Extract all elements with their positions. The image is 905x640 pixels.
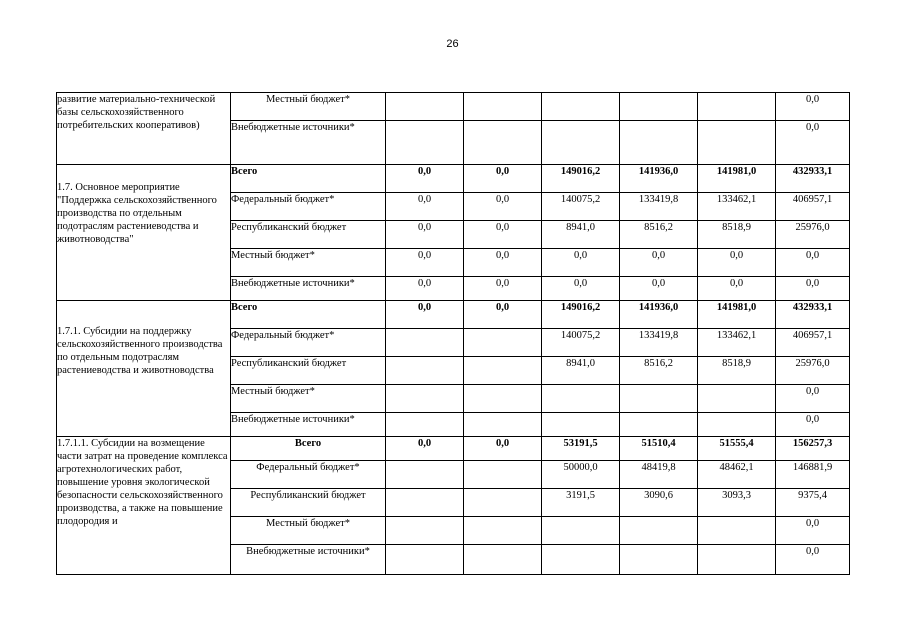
measure-description: 1.7.1. Субсидии на поддержку сельскохозяйственного производства по отдельным подотраслям растениеводства и животноводства — [57, 301, 231, 437]
value-cell: 3093,3 — [698, 489, 776, 517]
value-cell: 0,0 — [776, 121, 850, 165]
value-cell: 3191,5 — [542, 489, 620, 517]
value-cell: 146881,9 — [776, 461, 850, 489]
funding-source: Всего — [231, 165, 386, 193]
value-cell — [464, 93, 542, 121]
value-cell — [698, 517, 776, 545]
value-cell — [464, 121, 542, 165]
value-cell — [620, 545, 698, 575]
value-cell: 25976,0 — [776, 221, 850, 249]
funding-source: Федеральный бюджет* — [231, 193, 386, 221]
value-cell — [386, 413, 464, 437]
value-cell — [542, 121, 620, 165]
funding-source: Федеральный бюджет* — [231, 461, 386, 489]
value-cell: 0,0 — [698, 249, 776, 277]
value-cell — [386, 385, 464, 413]
value-cell: 0,0 — [776, 385, 850, 413]
table-row — [57, 437, 850, 461]
value-cell: 133419,8 — [620, 329, 698, 357]
value-cell — [386, 545, 464, 575]
value-cell: 133419,8 — [620, 193, 698, 221]
value-cell — [698, 385, 776, 413]
value-cell — [386, 517, 464, 545]
value-cell: 0,0 — [620, 249, 698, 277]
value-cell — [620, 517, 698, 545]
value-cell — [620, 121, 698, 165]
value-cell: 141981,0 — [698, 301, 776, 329]
value-cell — [620, 93, 698, 121]
value-cell: 0,0 — [620, 277, 698, 301]
value-cell: 0,0 — [464, 165, 542, 193]
value-cell: 0,0 — [776, 413, 850, 437]
value-cell: 9375,4 — [776, 489, 850, 517]
value-cell: 0,0 — [386, 277, 464, 301]
value-cell: 0,0 — [776, 517, 850, 545]
value-cell — [542, 545, 620, 575]
value-cell: 0,0 — [464, 221, 542, 249]
measure-description: развитие материально-технической базы сельскохозяйственного потребительских кооперативов) — [57, 93, 231, 165]
value-cell: 8941,0 — [542, 357, 620, 385]
measure-description: 1.7. Основное мероприятие "Поддержка сельскохозяйственного производства по отдельным подотраслям растениеводства и животноводства" — [57, 165, 231, 301]
value-cell: 8516,2 — [620, 221, 698, 249]
value-cell — [464, 413, 542, 437]
value-cell: 48419,8 — [620, 461, 698, 489]
value-cell — [386, 93, 464, 121]
value-cell — [464, 517, 542, 545]
value-cell: 0,0 — [776, 277, 850, 301]
value-cell — [620, 413, 698, 437]
funding-source: Местный бюджет* — [231, 249, 386, 277]
value-cell — [464, 489, 542, 517]
funding-source: Местный бюджет* — [231, 517, 386, 545]
value-cell: 149016,2 — [542, 165, 620, 193]
value-cell: 8941,0 — [542, 221, 620, 249]
funding-source: Всего — [231, 301, 386, 329]
value-cell: 141936,0 — [620, 165, 698, 193]
value-cell: 0,0 — [386, 249, 464, 277]
value-cell: 0,0 — [464, 249, 542, 277]
value-cell: 0,0 — [776, 249, 850, 277]
value-cell: 0,0 — [386, 221, 464, 249]
value-cell: 3090,6 — [620, 489, 698, 517]
funding-source: Внебюджетные источники* — [231, 545, 386, 575]
value-cell — [698, 413, 776, 437]
value-cell: 0,0 — [464, 277, 542, 301]
funding-source: Всего — [231, 437, 386, 461]
value-cell — [698, 93, 776, 121]
value-cell: 51510,4 — [620, 437, 698, 461]
value-cell — [386, 329, 464, 357]
measure-description: 1.7.1.1. Субсидии на возмещение части затрат на проведение комплекса агротехнологических работ, повышение уровня экологической безопасности сельскохозяйственного производства, а также на повышение плодородия и — [57, 437, 231, 575]
value-cell: 0,0 — [464, 437, 542, 461]
funding-source: Внебюджетные источники* — [231, 121, 386, 165]
value-cell: 53191,5 — [542, 437, 620, 461]
value-cell: 0,0 — [386, 437, 464, 461]
value-cell — [464, 357, 542, 385]
value-cell: 50000,0 — [542, 461, 620, 489]
value-cell: 149016,2 — [542, 301, 620, 329]
value-cell — [386, 461, 464, 489]
value-cell: 0,0 — [542, 277, 620, 301]
value-cell — [386, 357, 464, 385]
value-cell — [464, 461, 542, 489]
table-row — [57, 165, 850, 193]
value-cell — [464, 385, 542, 413]
table-row — [57, 93, 850, 121]
budget-table — [56, 92, 850, 575]
value-cell — [620, 385, 698, 413]
funding-source: Внебюджетные источники* — [231, 277, 386, 301]
value-cell: 8518,9 — [698, 221, 776, 249]
value-cell — [698, 545, 776, 575]
value-cell: 140075,2 — [542, 193, 620, 221]
funding-source: Республиканский бюджет — [231, 489, 386, 517]
value-cell — [698, 121, 776, 165]
funding-source: Местный бюджет* — [231, 385, 386, 413]
value-cell: 0,0 — [776, 93, 850, 121]
value-cell — [386, 489, 464, 517]
value-cell: 141936,0 — [620, 301, 698, 329]
page-number: 26 — [446, 38, 459, 50]
value-cell: 0,0 — [542, 249, 620, 277]
funding-source: Внебюджетные источники* — [231, 413, 386, 437]
value-cell — [542, 517, 620, 545]
value-cell: 140075,2 — [542, 329, 620, 357]
value-cell: 51555,4 — [698, 437, 776, 461]
value-cell — [464, 545, 542, 575]
value-cell: 0,0 — [464, 193, 542, 221]
table-row — [57, 301, 850, 329]
funding-source: Республиканский бюджет — [231, 221, 386, 249]
value-cell — [542, 385, 620, 413]
value-cell: 156257,3 — [776, 437, 850, 461]
value-cell: 133462,1 — [698, 329, 776, 357]
value-cell: 0,0 — [386, 193, 464, 221]
funding-source: Местный бюджет* — [231, 93, 386, 121]
value-cell: 48462,1 — [698, 461, 776, 489]
value-cell — [386, 121, 464, 165]
value-cell — [542, 413, 620, 437]
value-cell: 406957,1 — [776, 193, 850, 221]
value-cell — [542, 93, 620, 121]
funding-source: Федеральный бюджет* — [231, 329, 386, 357]
value-cell: 406957,1 — [776, 329, 850, 357]
value-cell: 141981,0 — [698, 165, 776, 193]
value-cell: 0,0 — [464, 301, 542, 329]
value-cell: 0,0 — [776, 545, 850, 575]
value-cell: 0,0 — [386, 301, 464, 329]
value-cell — [464, 329, 542, 357]
value-cell: 133462,1 — [698, 193, 776, 221]
funding-source: Республиканский бюджет — [231, 357, 386, 385]
value-cell: 8516,2 — [620, 357, 698, 385]
value-cell: 0,0 — [698, 277, 776, 301]
value-cell: 8518,9 — [698, 357, 776, 385]
value-cell: 432933,1 — [776, 301, 850, 329]
value-cell: 25976,0 — [776, 357, 850, 385]
value-cell: 0,0 — [386, 165, 464, 193]
value-cell: 432933,1 — [776, 165, 850, 193]
